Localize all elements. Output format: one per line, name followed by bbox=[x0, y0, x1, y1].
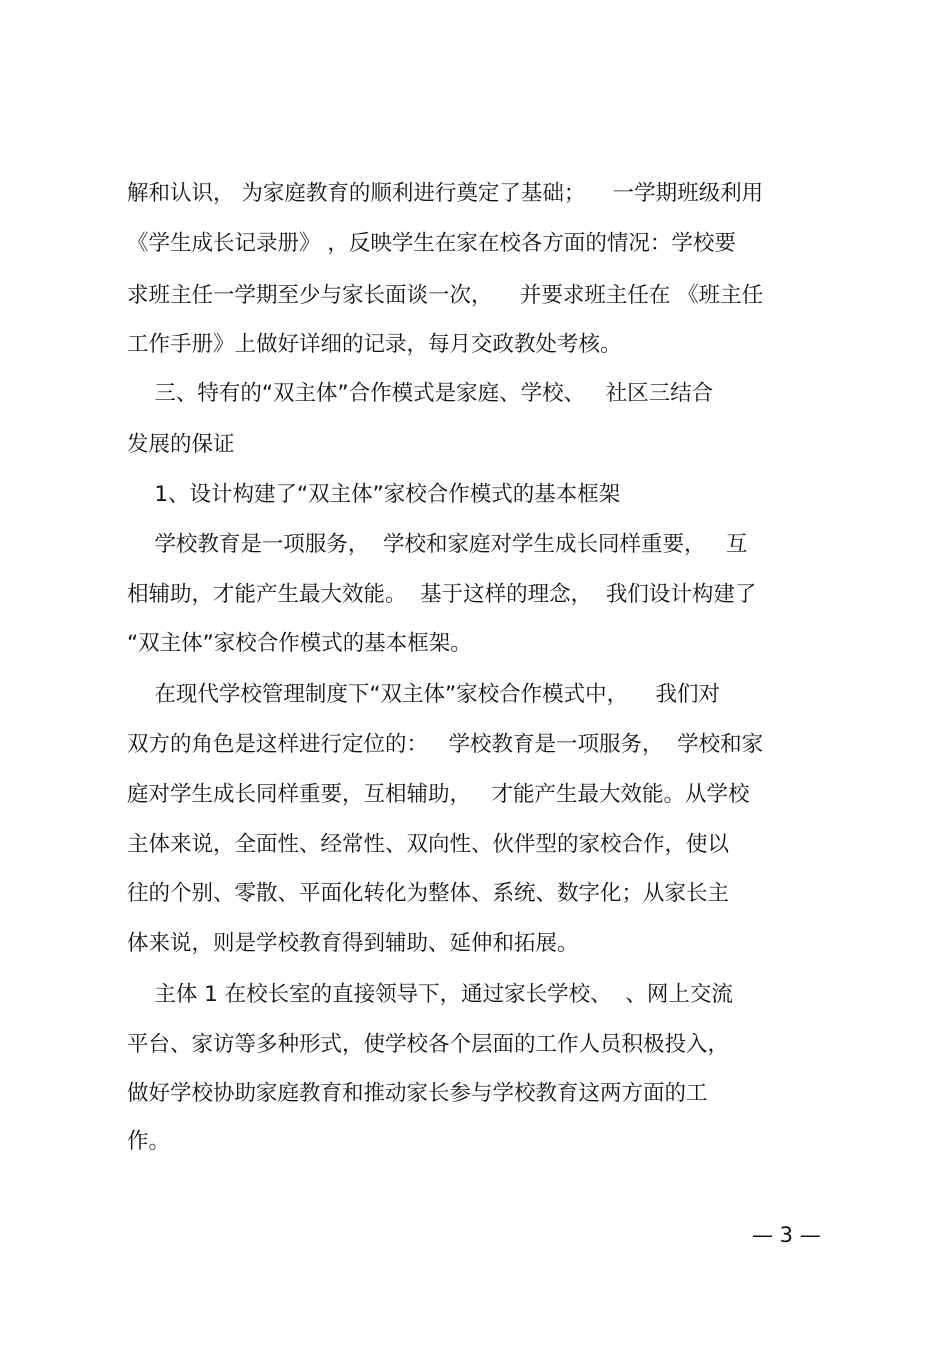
text-line: 相辅助，才能产生最大效能。 基于这样的理念， 我们设计构建了 bbox=[127, 582, 757, 607]
text-line: 庭对学生成长同样重要，互相辅助， 才能产生最大效能。从学校 bbox=[127, 782, 750, 807]
text-line: 做好学校协助家庭教育和推动家长参与学校教育这两方面的工 bbox=[127, 1081, 708, 1106]
page-number: — 3 — bbox=[752, 1223, 821, 1247]
text-line: 《学生成长记录册》 ，反映学生在家在校各方面的情况：学校要 bbox=[127, 231, 736, 256]
text-line: 主体 1 在校长室的直接领导下，通过家长学校、 、网上交流 bbox=[127, 982, 733, 1007]
text-line: 求班主任一学期至少与家长面谈一次， 并要求班主任在 《班主任 bbox=[127, 283, 764, 308]
text-line: 主体来说，全面性、经常性、双向性、伙伴型的家校合作，使以 bbox=[127, 832, 730, 857]
text-line: 双方的角色是这样进行定位的： 学校教育是一项服务， 学校和家 bbox=[127, 732, 764, 757]
text-line: 学校教育是一项服务， 学校和家庭对学生成长同样重要， 互 bbox=[127, 532, 748, 557]
text-line: 作。 bbox=[127, 1129, 171, 1154]
subsection-heading: 1、设计构建了“双主体”家校合作模式的基本框架 bbox=[127, 482, 621, 507]
text-line: 工作手册》上做好详细的记录，每月交政教处考核。 bbox=[127, 332, 622, 357]
text-line: 体来说，则是学校教育得到辅助、延伸和拓展。 bbox=[127, 931, 579, 956]
text-line: 在现代学校管理制度下“双主体”家校合作模式中， 我们对 bbox=[127, 682, 720, 707]
text-line: “双主体”家校合作模式的基本框架。 bbox=[127, 631, 472, 656]
text-line: 解和认识， 为家庭教育的顺利进行奠定了基础； 一学期班级利用 bbox=[127, 181, 764, 206]
text-line: 平台、家访等多种形式，使学校各个层面的工作人员积极投入， bbox=[127, 1032, 730, 1057]
section-heading: 发展的保证 bbox=[127, 432, 235, 457]
text-line: 往的个别、零散、平面化转化为整体、系统、数字化；从家长主 bbox=[127, 881, 730, 906]
section-heading: 三、特有的“双主体”合作模式是家庭、学校、 社区三结合 bbox=[127, 381, 714, 406]
